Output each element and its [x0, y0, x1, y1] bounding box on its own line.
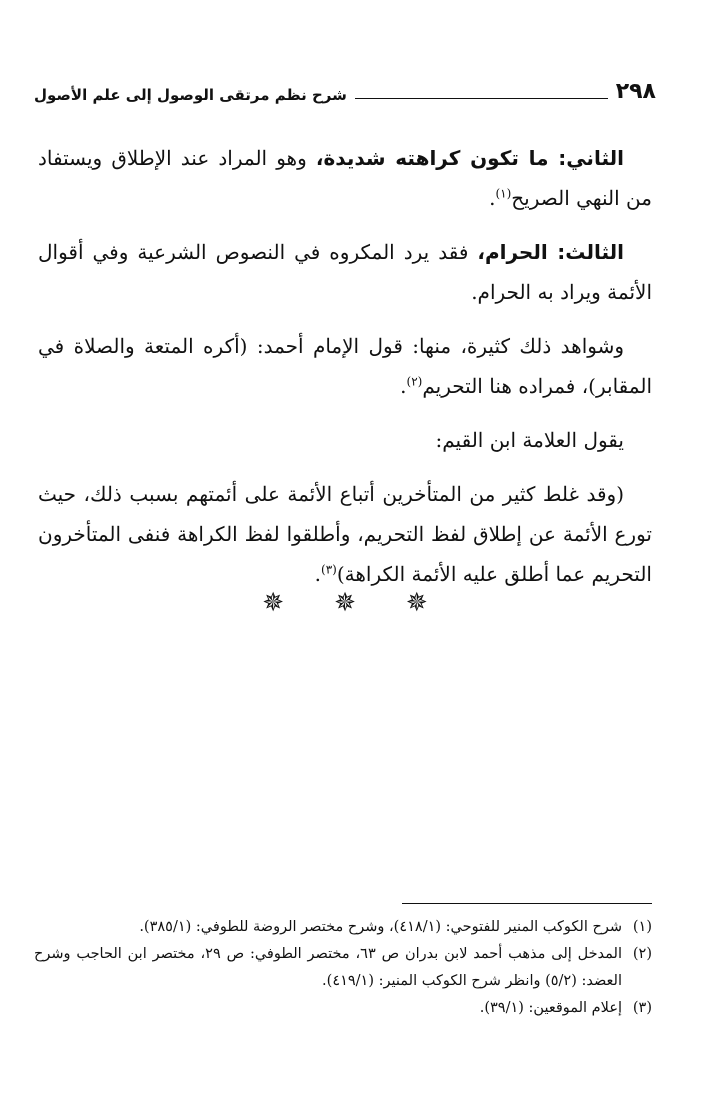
footnote-text: المدخل إلى مذهب أحمد لابن بدران ص ٦٣، مختصر الطوفي: ص ٢٩، مختصر ابن الحاجب وشرح العضد: (٥/٢) وانظر شرح الكوكب المنير: (٤١٩/١). — [34, 946, 622, 989]
footnote-text: إعلام الموقعين: (٣٩/١). — [479, 1000, 622, 1016]
star-icon: ✵ — [405, 588, 446, 618]
paragraph-evidence — [38, 326, 652, 406]
paragraph-quotation — [38, 474, 652, 594]
paragraph-text: فقد يرد المكروه في النصوص الشرعية وفي أقوال الأئمة ويراد به الحرام. — [38, 240, 652, 304]
main-text — [38, 138, 652, 608]
footnote-ref-2: (٢) — [406, 374, 423, 389]
footnote-1 — [34, 914, 652, 941]
paragraph-text: (وقد غلط كثير من المتأخرين أتباع الأئمة على أئمتهم بسبب ذلك، حيث تورع الأئمة عن إطلاق لفظ التحريم، وأطلقوا لفظ الكراهة فنفى المتأخرون التحريم عما أطلق عليه الأئمة الكراهة) — [38, 482, 652, 586]
paragraph-end: . — [400, 374, 407, 398]
footnote-number: (٢) — [632, 946, 652, 962]
footnote-text: شرح الكوكب المنير للفتوحي: (٤١٨/١)، وشرح مختصر الروضة للطوفي: (٣٨٥/١). — [139, 919, 622, 935]
paragraph-end: . — [489, 186, 496, 210]
paragraph-second-type — [38, 138, 652, 218]
footnote-3 — [34, 995, 652, 1022]
page-number: ٢٩٨ — [615, 79, 656, 104]
star-icon: ✵ — [334, 588, 374, 618]
star-icon: ✵ — [262, 588, 303, 618]
paragraph-ibn-qayyim-intro — [38, 420, 652, 460]
paragraph-third-type — [38, 232, 652, 312]
term-second: الثاني: ما تكون كراهته شديدة، — [315, 146, 624, 170]
footnote-2 — [34, 941, 652, 995]
paragraph-text: وشواهد ذلك كثيرة، منها: قول الإمام أحمد: (أكره المتعة والصلاة في المقابر)، فمراده هنا التحريم — [38, 334, 652, 398]
section-ornament — [0, 588, 708, 618]
term-third: الثالث: الحرام، — [477, 240, 625, 264]
footnote-separator — [402, 903, 652, 904]
footnote-number: (١) — [632, 919, 652, 935]
footnote-number: (٣) — [632, 1000, 652, 1016]
header-rule — [355, 98, 608, 99]
footnote-ref-1: (١) — [495, 186, 512, 201]
paragraph-text: يقول العلامة ابن القيم: — [435, 428, 624, 452]
running-header — [34, 72, 656, 108]
running-title: شرح نظم مرتقى الوصول إلى علم الأصول — [34, 86, 347, 104]
footnote-ref-3: (٣) — [321, 562, 337, 577]
paragraph-text: وهو المراد عند الإطلاق ويستفاد من النهي الصريح — [38, 146, 652, 210]
footnotes — [34, 914, 652, 1022]
paragraph-end: . — [314, 562, 322, 586]
